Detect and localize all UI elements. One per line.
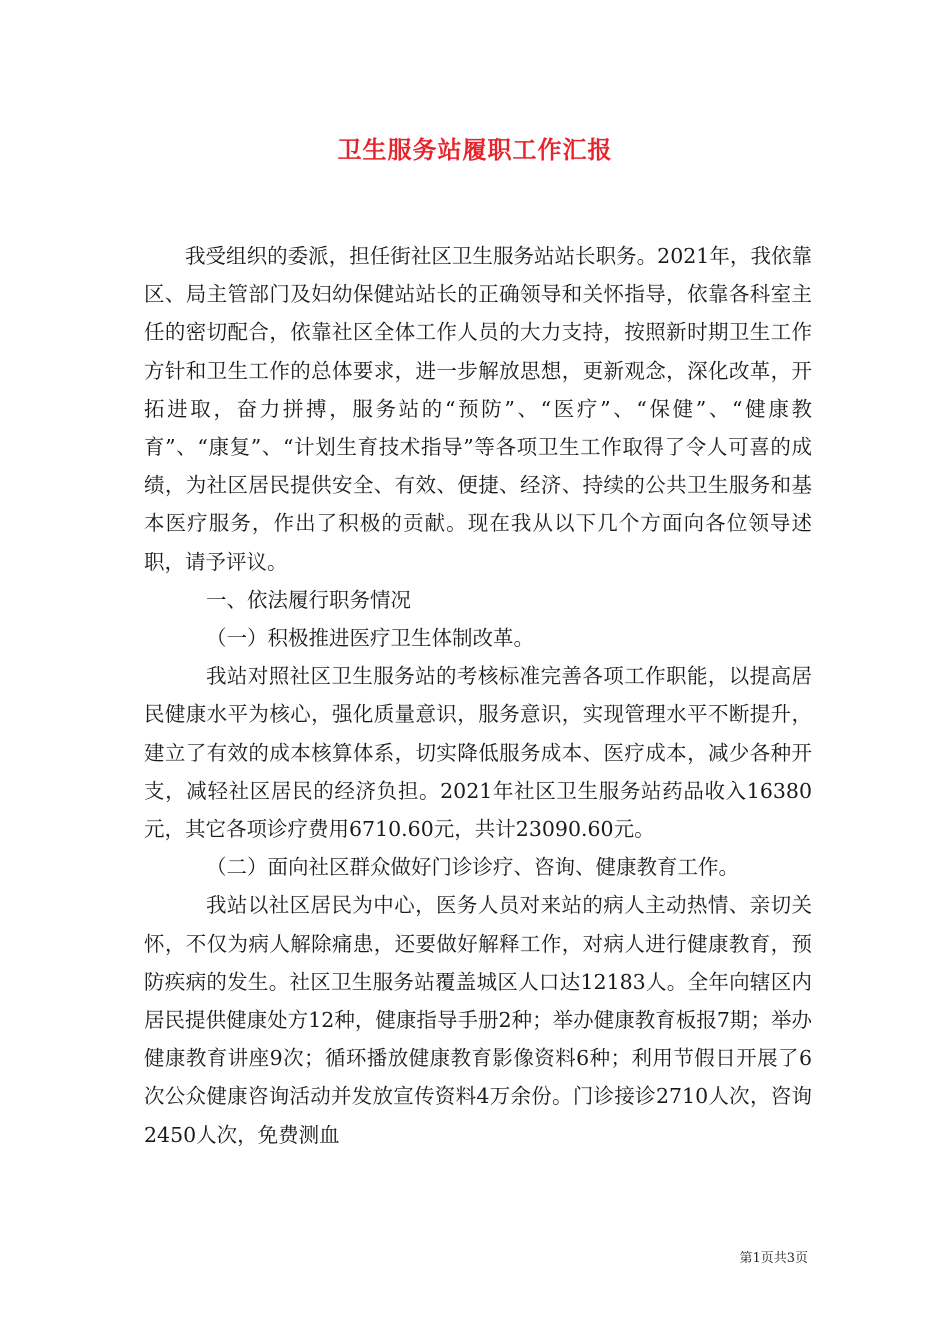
page-footer: 第1页共3页 — [739, 1251, 808, 1266]
document-body — [144, 237, 812, 1154]
intro-paragraph: 我受组织的委派，担任街社区卫生服务站站长职务。2021年，我依靠区、局主管部门及妇幼保健站站长的正确领导和关怀指导，依靠各科室主任的密切配合，依靠社区全体工作人员的大力支持，按照新时期卫生工作方针和卫生工作的总体要求，进一步解放思想，更新观念，深化改革，开拓进取，奋力拼搏，服务站的“预防”、“医疗”、“保健”、“健康教育”、“康复”、“计划生育技术指导”等各项卫生工作取得了令人可喜的成绩，为社区居民提供安全、有效、便捷、经济、持续的公共卫生服务和基本医疗服务，作出了积极的贡献。现在我从以下几个方面向各位领导述职，请予评议。 — [144, 244, 812, 574]
subsection-heading-2: （二）面向社区群众做好门诊诊疗、咨询、健康教育工作。 — [206, 855, 739, 880]
document-title: 卫生服务站履职工作汇报 — [337, 135, 613, 164]
paragraph-community-service: 我站以社区居民为中心，医务人员对来站的病人主动热情、亲切关怀，不仅为病人解除痛患，还要做好解释工作，对病人进行健康教育，预防疾病的发生。社区卫生服务站覆盖城区人口达12183人。全年向辖区内居民提供健康处方12种，健康指导手册2种；举办健康教育板报7期；举办健康教育讲座9次；循环播放健康教育影像资料6种；利用节假日开展了6次公众健康咨询活动并发放宣传资料4万余份。门诊接诊2710人次，咨询2450人次，免费测血 — [144, 893, 812, 1147]
paragraph-reform: 我站对照社区卫生服务站的考核标准完善各项工作职能，以提高居民健康水平为核心，强化质量意识，服务意识，实现管理水平不断提升，建立了有效的成本核算体系，切实降低服务成本、医疗成本，减少各种开支，减轻社区居民的经济负担。2021年社区卫生服务站药品收入16380元，其它各项诊疗费用6710.60元，共计23090.60元。 — [144, 664, 812, 842]
section-heading-1: 一、依法履行职务情况 — [206, 587, 411, 612]
subsection-heading-1: （一）积极推进医疗卫生体制改革。 — [206, 626, 534, 651]
